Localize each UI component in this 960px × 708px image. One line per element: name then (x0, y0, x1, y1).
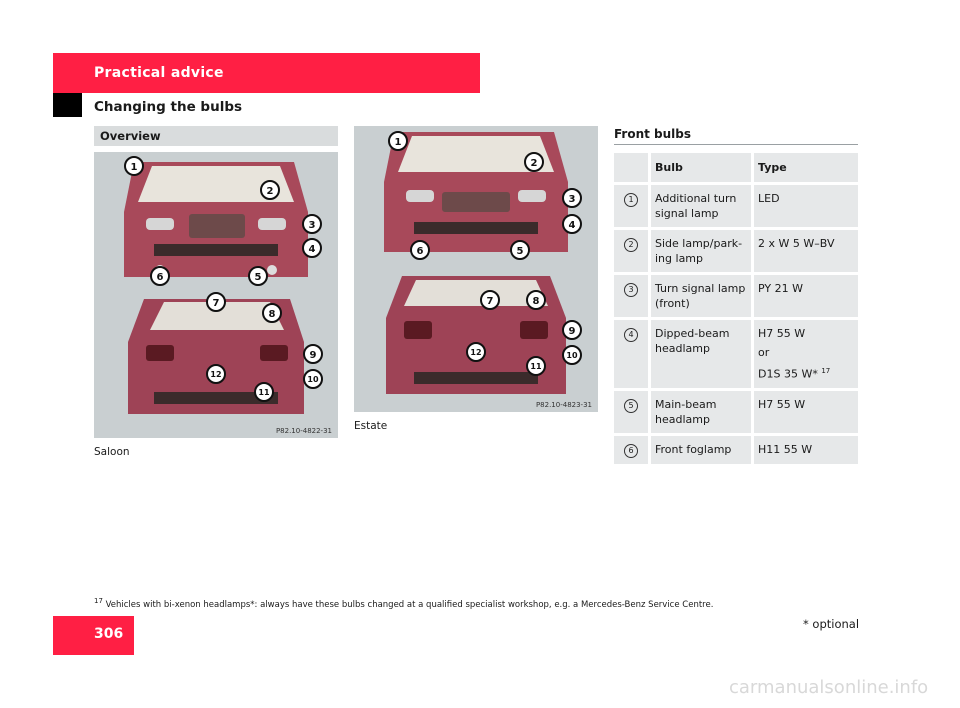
title-rule (614, 144, 858, 145)
footnote (94, 597, 713, 610)
bulb-cell: Dipped-beam headlamp (651, 320, 754, 388)
table-row (614, 391, 858, 433)
header-bulb: Bulb (651, 153, 754, 182)
callout-2: 2 (266, 186, 274, 197)
type-line: D1S 35 W* (758, 367, 818, 381)
front-bulbs-table (614, 150, 858, 467)
bulb-cell: Main-beam headlamp (651, 391, 754, 433)
type-cell: LED (754, 185, 858, 227)
callout-9: 9 (568, 326, 576, 337)
watermark: carmanualsonline.info (729, 677, 929, 698)
type-line: or (758, 346, 770, 359)
callout-6: 6 (156, 272, 164, 283)
bulb-cell: Turn signal lamp (front) (651, 275, 754, 317)
section-tab-marker (53, 93, 82, 117)
bulb-cell: Additional turn signal lamp (651, 185, 754, 227)
callout-9: 9 (309, 350, 317, 361)
table-row (614, 230, 858, 272)
page-number-band (53, 616, 134, 655)
page-number: 306 (94, 626, 124, 642)
callout-5: 5 (516, 246, 524, 257)
callout-6: 6 (416, 246, 424, 257)
type-cell: 2 x W 5 W–BV (754, 230, 858, 272)
saloon-bulb-diagram (94, 152, 338, 438)
callout-12: 12 (210, 370, 222, 379)
table-row (614, 436, 858, 464)
callout-5: 5 (254, 272, 262, 283)
callout-4: 4 (308, 244, 316, 255)
section-title: Practical advice (94, 65, 224, 81)
callout-7: 7 (486, 296, 494, 307)
front-bulbs-title: Front bulbs (614, 127, 692, 141)
bulb-cell: Front foglamp (651, 436, 754, 464)
image-code: P82.10-4822-31 (275, 427, 332, 435)
type-line: H7 55 W (758, 327, 806, 340)
estate-bulb-diagram (354, 126, 598, 412)
callout-1: 1 (130, 162, 138, 173)
callout-3: 3 (568, 194, 576, 205)
callout-11: 11 (530, 362, 542, 371)
row-number: 5 (624, 399, 638, 413)
header-num (614, 153, 651, 182)
row-number: 1 (624, 193, 638, 207)
bulb-cell: Side lamp/park-ing lamp (651, 230, 754, 272)
callout-3: 3 (308, 220, 316, 231)
callout-11: 11 (258, 388, 270, 397)
saloon-caption: Saloon (94, 446, 130, 458)
optional-note: * optional (803, 617, 860, 631)
header-type: Type (754, 153, 858, 182)
callout-1: 1 (394, 137, 402, 148)
callout-4: 4 (568, 220, 576, 231)
callout-8: 8 (268, 309, 276, 320)
row-number: 3 (624, 283, 638, 297)
row-number: 2 (624, 238, 638, 252)
row-number: 4 (624, 328, 638, 342)
callout-8: 8 (532, 296, 540, 307)
table-row (614, 185, 858, 227)
table-row (614, 320, 858, 388)
type-cell (754, 320, 858, 388)
type-cell: H11 55 W (754, 436, 858, 464)
footnote-ref: 17 (821, 367, 831, 375)
type-cell: PY 21 W (754, 275, 858, 317)
callout-10: 10 (307, 375, 319, 384)
section-header-band (53, 53, 480, 93)
image-code: P82.10-4823-31 (535, 401, 592, 409)
overview-title: Overview (100, 129, 161, 143)
callout-10: 10 (566, 351, 578, 360)
overview-heading (94, 126, 338, 146)
estate-caption: Estate (354, 420, 388, 432)
table-header-row (614, 153, 858, 182)
callout-7: 7 (212, 298, 220, 309)
callout-12: 12 (470, 348, 482, 357)
page-title: Changing the bulbs (94, 99, 243, 115)
row-number: 6 (624, 444, 638, 458)
footnote-marker: 17 (94, 597, 103, 605)
footnote-text: Vehicles with bi-xenon headlamps*: always have these bulbs changed at a qualified specialist workshop, e.g. a Mercedes-Benz Service Centre. (105, 599, 714, 610)
table-row (614, 275, 858, 317)
callout-2: 2 (530, 158, 538, 169)
type-cell: H7 55 W (754, 391, 858, 433)
